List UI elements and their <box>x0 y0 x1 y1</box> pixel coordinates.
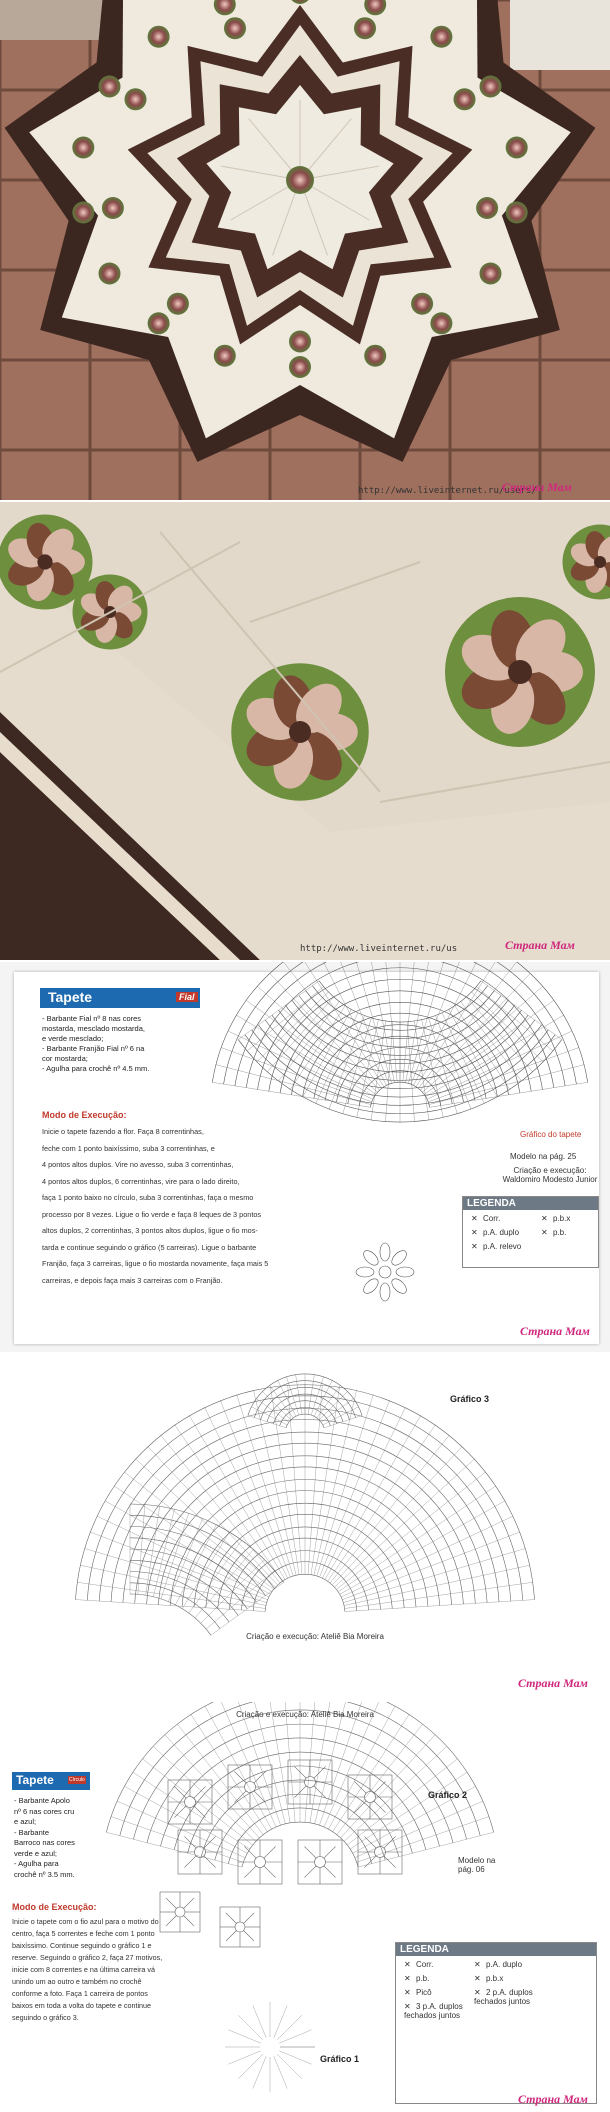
legend-item <box>404 2002 468 2020</box>
legend-symbol-icon: ✕ <box>404 1974 411 1983</box>
text-line: baixos em toda a volta do tapete e continue <box>12 2001 152 2010</box>
legend-item <box>471 1214 535 1223</box>
legend-symbol-icon: ✕ <box>404 1988 411 1997</box>
page3-model-page: Modelo na pág. 06 <box>458 1856 496 1874</box>
page2-crochet-chart <box>0 1354 610 1702</box>
legend-label: Corr. <box>416 1960 434 1969</box>
legend-item <box>474 1974 538 1983</box>
page3-materials <box>14 1796 104 1880</box>
legend-symbol-icon: ✕ <box>474 1960 481 1969</box>
text-line: mostarda, mesclado mostarda, <box>42 1024 145 1033</box>
legend-label: Corr. <box>483 1214 501 1223</box>
legend-label: p.b. <box>553 1228 567 1237</box>
legend-label: p.A. duplo <box>483 1228 520 1237</box>
legend-item <box>474 1988 538 2006</box>
watermark-brand-5: Страна Мам <box>518 2092 588 2106</box>
page3-method-text <box>12 1916 212 2024</box>
text-line: 4 pontos altos duplos. Vire no avesso, suba 3 correntinhas, <box>42 1160 234 1169</box>
legend-item <box>471 1242 535 1251</box>
legend-item <box>404 1988 468 1997</box>
watermark-url-2: http://www.liveinternet.ru/us <box>300 944 458 954</box>
rug-photo <box>0 0 610 500</box>
text-line: - Barbante Fial nº 8 nas cores <box>42 1014 142 1023</box>
text-line: tarda e continue seguindo o gráfico (5 carreiras). Ligue o barbante <box>42 1242 257 1252</box>
watermark-brand-2: Страна Мам <box>505 938 575 952</box>
page3-credit: Criação e execução: Ateliê Bia Moreira <box>236 1710 374 1719</box>
pattern-page-3 <box>0 1702 610 2112</box>
text-line: Inicie o tapete fazendo a flor. Faça 8 correntinhas, <box>42 1127 204 1136</box>
page3-method-heading: Modo de Execução: <box>12 1902 97 1912</box>
page3-graphic1: Gráfico 1 <box>320 2054 360 2064</box>
legend-symbol-icon: ✕ <box>404 1960 411 1969</box>
legend-symbol-icon: ✕ <box>471 1214 478 1223</box>
text-line: - Agulha para <box>14 1859 59 1868</box>
legend-item <box>541 1214 605 1223</box>
watermark-url: http://www.liveinternet.ru/users/ <box>358 486 537 496</box>
page1-legend <box>462 1196 599 1268</box>
legend-item <box>404 1960 468 1969</box>
text-line: seguindo o gráfico 3. <box>12 2013 79 2022</box>
text-line: Barroco nas cores <box>14 1838 75 1847</box>
legend-label: Picô <box>416 1988 432 1997</box>
legend-label: p.b.x <box>486 1974 504 1983</box>
text-line: processo por 8 vezes. Ligue o fio verde e faça 8 leques de 3 pontos <box>42 1209 262 1219</box>
text-line: crochê nº 3.5 mm. <box>14 1869 75 1879</box>
closeup-illustration <box>0 502 610 960</box>
legend-label: p.b.x <box>553 1214 571 1223</box>
page1-method-heading: Modo de Execução: <box>42 1110 127 1120</box>
text-line: - Barbante <box>14 1827 50 1837</box>
page3-graphic2: Gráfico 2 <box>428 1790 468 1800</box>
text-line: reserve. Seguindo o gráfico 2, faça 27 motivos, <box>12 1953 163 1962</box>
legend-symbol-icon: ✕ <box>471 1228 478 1237</box>
page1-legend-title: LEGENDA <box>463 1197 598 1210</box>
text-line: centro, faça 5 correntes e feche com 1 ponto <box>12 1929 155 1938</box>
legend-label: 2 p.A. duplos fechados juntos <box>474 1988 533 2006</box>
text-line: unindo um ao outro e também no crochê <box>12 1977 142 1986</box>
legend-label: p.b. <box>416 1974 430 1983</box>
legend-item <box>474 1960 538 1969</box>
legend-label: p.A. relevo <box>483 1242 522 1251</box>
legend-symbol-icon: ✕ <box>541 1228 548 1237</box>
page1-graphic-label: Gráfico do tapete <box>520 1130 582 1139</box>
pattern-page-1 <box>0 962 610 1352</box>
text-line: Franjão, faça 3 carreiras, ligue o fio mostarda novamente, faça mais 5 <box>42 1259 269 1268</box>
text-line: verde e azul; <box>14 1848 57 1858</box>
text-line: inicie com 8 correntes e na última carreira vá <box>12 1965 156 1974</box>
page2-credit: Criação e execução: Ateliê Bia Moreira <box>246 1632 384 1641</box>
text-line: baixíssimo. Continue seguindo o gráfico 1 e <box>12 1941 152 1950</box>
legend-label: 3 p.A. duplos fechados juntos <box>404 2002 463 2020</box>
legend-symbol-icon: ✕ <box>474 1974 481 1983</box>
text-line: faça 1 ponto baixo no círculo, suba 3 correntinhas, faça o mesmo <box>42 1193 254 1202</box>
legend-item <box>541 1228 605 1237</box>
legend-label: p.A. duplo <box>486 1960 523 1969</box>
text-line: nº 6 nas cores cru <box>14 1806 75 1816</box>
text-line: cor mostarda; <box>42 1054 88 1063</box>
rug-photo-illustration <box>0 0 610 500</box>
watermark-brand-4: Страна Мам <box>518 1676 588 1690</box>
legend-item <box>471 1228 535 1237</box>
text-line: Inicie o tapete com o fio azul para o motivo do <box>12 1917 159 1926</box>
text-line: - Agulha para crochê nº 4.5 mm. <box>42 1064 150 1073</box>
page1-model-page: Modelo na pág. 25 <box>510 1152 577 1161</box>
watermark-brand-3: Страна Мам <box>520 1324 590 1338</box>
text-line: carreiras, e depois faça mais 3 carreiras com o Franjão. <box>42 1275 223 1285</box>
text-line: altos duplos, 2 correntinhas, 3 pontos altos duplos, ligue o fio mos- <box>42 1226 258 1235</box>
page1-title: Tapete <box>48 989 93 1005</box>
page1-credit: Criação e execução: Waldomiro Modesto Junior <box>502 1166 598 1184</box>
page3-legend-title: LEGENDA <box>396 1943 596 1956</box>
text-line: feche com 1 ponto baixíssimo, suba 3 correntinhas, e <box>42 1143 215 1153</box>
text-line: conforme a foto. Faça 1 carreira de pontos <box>12 1989 148 1998</box>
page2-graphic-label: Gráfico 3 <box>450 1394 490 1404</box>
text-line: - Barbante Apolo <box>14 1796 70 1805</box>
legend-symbol-icon: ✕ <box>471 1242 478 1251</box>
legend-item <box>404 1974 468 1983</box>
pattern-page-2 <box>0 1354 610 1702</box>
watermark-brand: Страна Мам <box>502 480 572 494</box>
legend-symbol-icon: ✕ <box>541 1214 548 1223</box>
legend-symbol-icon: ✕ <box>404 2002 411 2011</box>
page3-legend <box>395 1942 597 2104</box>
text-line: e azul; <box>14 1817 37 1826</box>
page3-title: Tapete <box>16 1773 54 1787</box>
text-line: - Barbante Franjão Fial nº 6 na <box>42 1044 145 1053</box>
page1-brand-logo: Fial <box>176 992 198 1002</box>
text-line: e verde mesclado; <box>42 1034 104 1043</box>
page3-brand-logo: Círculo <box>69 1777 85 1783</box>
legend-symbol-icon: ✕ <box>474 1988 481 1997</box>
text-line: 4 pontos altos duplos, 6 correntinhas, vire para o lado direito, <box>42 1176 240 1186</box>
rug-closeup-photo <box>0 502 610 960</box>
